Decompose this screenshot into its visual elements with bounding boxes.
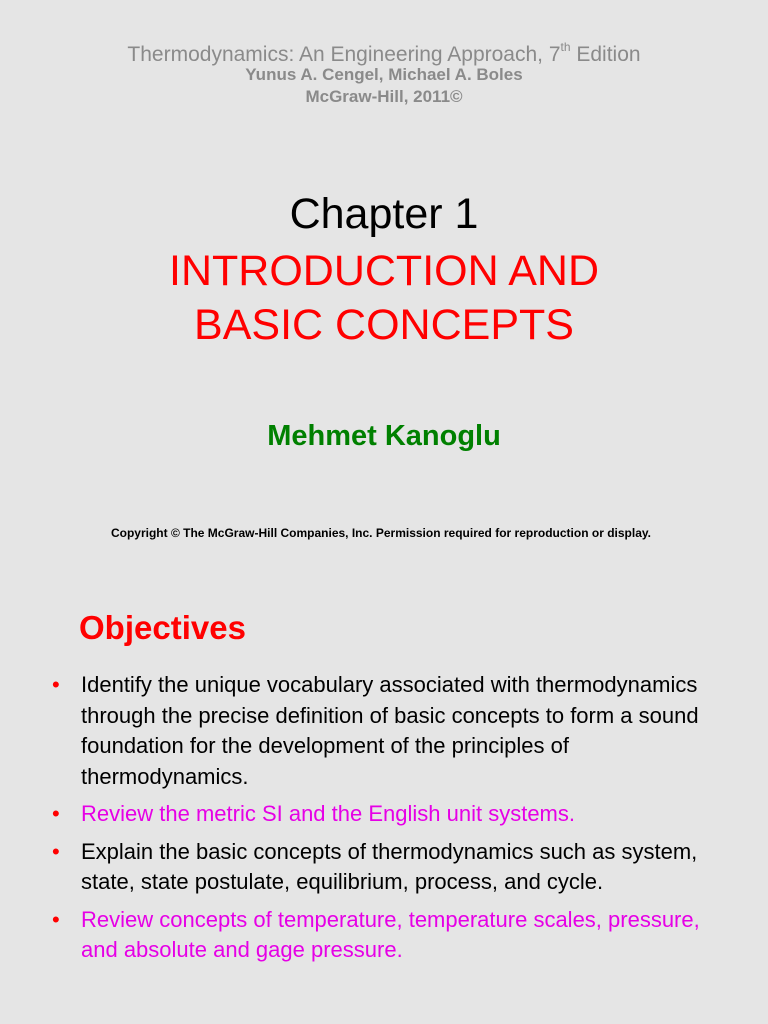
chapter-title-line-2: BASIC CONCEPTS bbox=[194, 301, 574, 349]
objective-item bbox=[52, 670, 712, 792]
chapter-title-line-1: INTRODUCTION AND bbox=[169, 247, 599, 295]
book-authors: Yunus A. Cengel, Michael A. Boles bbox=[245, 65, 523, 84]
objective-item bbox=[52, 799, 712, 830]
edition-suffix: Edition bbox=[570, 43, 641, 66]
objective-text: Review concepts of temperature, temperature scales, pressure, and absolute and gage pressure. bbox=[81, 906, 700, 962]
objective-text: Review the metric SI and the English unit systems. bbox=[81, 801, 575, 826]
bullet-icon: • bbox=[52, 801, 60, 826]
objective-item bbox=[52, 905, 712, 966]
chapter-title bbox=[0, 244, 768, 352]
objectives-heading: Objectives bbox=[79, 609, 246, 646]
edition-superscript: th bbox=[560, 40, 571, 54]
copyright-notice: Copyright © The McGraw-Hill Companies, Inc. Permission required for reproduction or display. bbox=[110, 526, 652, 540]
objective-item bbox=[52, 837, 712, 898]
bullet-icon: • bbox=[52, 906, 60, 932]
bullet-icon: • bbox=[52, 672, 60, 697]
bullet-icon: • bbox=[52, 838, 60, 864]
objective-text: Identify the unique vocabulary associated with thermodynamics through the precise definition of basic concepts to form a sound foundation for the development of the principles of thermodynamics. bbox=[81, 672, 699, 789]
slide-author: Mehmet Kanoglu bbox=[267, 420, 501, 452]
book-title-text: Thermodynamics: An Engineering Approach, 7 bbox=[127, 43, 561, 66]
objectives-list bbox=[52, 670, 712, 973]
book-publisher: McGraw-Hill, 2011© bbox=[305, 87, 463, 106]
chapter-number: Chapter 1 bbox=[289, 190, 479, 238]
objective-text: Explain the basic concepts of thermodynamics such as system, state, state postulate, equilibrium, process, and cycle. bbox=[81, 838, 698, 894]
